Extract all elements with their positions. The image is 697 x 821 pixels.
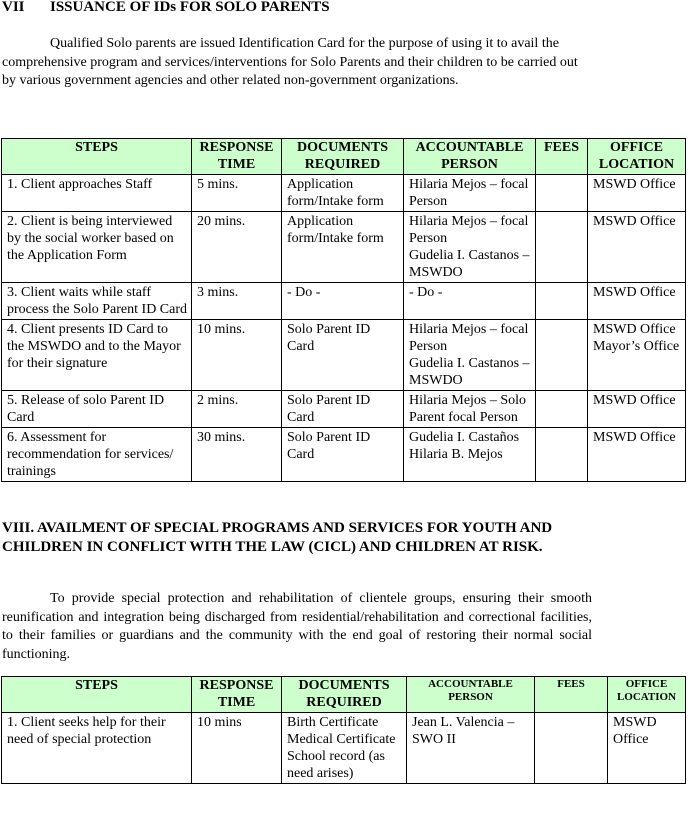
documents-cell xyxy=(282,320,404,391)
accountable-person-cell xyxy=(404,428,536,482)
table-row xyxy=(2,175,686,212)
section-7-title: ISSUANCE OF IDs FOR SOLO PARENTS xyxy=(50,0,330,15)
office-location-line: MSWD Office xyxy=(593,322,676,337)
header-documents-required: DOCUMENTS REQUIRED xyxy=(282,139,404,175)
step-cell: 1. Client approaches Staff xyxy=(2,175,192,212)
documents-line: Solo Parent ID Card xyxy=(287,322,371,354)
section-7-table xyxy=(1,138,686,482)
fees-cell xyxy=(536,212,588,283)
fees-cell xyxy=(536,283,588,320)
office-location-line: MSWD Office xyxy=(593,393,676,408)
table-row xyxy=(2,320,686,391)
header-fees: FEES xyxy=(536,139,588,175)
accountable-person-line: Hilaria Mejos – Solo Parent focal Person xyxy=(409,393,527,425)
response-time-cell: 10 mins xyxy=(192,713,282,784)
step-cell: 3. Client waits while staff process the Solo Parent ID Card xyxy=(2,283,192,320)
response-time-cell: 20 mins. xyxy=(192,212,282,283)
section-7-number: VII xyxy=(2,0,25,15)
documents-line: Medical Certificate xyxy=(287,732,396,747)
office-location-line: MSWD Office xyxy=(593,177,676,192)
header-office-location: OFFICE LOCATION xyxy=(588,139,686,175)
office-location-cell xyxy=(588,320,686,391)
header-documents-required: DOCUMENTS REQUIRED xyxy=(282,677,407,713)
accountable-person-line: Jean L. Valencia – SWO II xyxy=(412,715,515,747)
header-response-time: RESPONSE TIME xyxy=(192,677,282,713)
header-steps: STEPS xyxy=(2,139,192,175)
documents-line: Solo Parent ID Card xyxy=(287,393,371,425)
documents-cell xyxy=(282,713,407,784)
response-time-cell: 5 mins. xyxy=(192,175,282,212)
office-location-line: Mayor’s Office xyxy=(593,339,680,354)
office-location-line: MSWD Office xyxy=(593,214,676,229)
table-header-row xyxy=(2,677,686,713)
fees-cell xyxy=(536,428,588,482)
table-row xyxy=(2,212,686,283)
step-cell: 2. Client is being interviewed by the social worker based on the Application Form xyxy=(2,212,192,283)
accountable-person-line: - Do - xyxy=(409,285,443,300)
office-location-cell xyxy=(588,175,686,212)
section-7-heading xyxy=(2,0,330,16)
accountable-person-cell xyxy=(404,391,536,428)
documents-cell xyxy=(282,391,404,428)
fees-cell xyxy=(536,391,588,428)
fees-cell xyxy=(536,175,588,212)
header-accountable-person: ACCOUNTABLE PERSON xyxy=(404,139,536,175)
office-location-line: MSWD Office xyxy=(613,715,657,747)
office-location-line: MSWD Office xyxy=(593,285,676,300)
accountable-person-line: Gudelia I. Castanos – MSWDO xyxy=(409,356,530,388)
response-time-cell: 10 mins. xyxy=(192,320,282,391)
office-location-cell xyxy=(588,283,686,320)
documents-line: Application form/Intake form xyxy=(287,177,384,209)
section-8-paragraph: To provide special protection and rehabilitation of clientele groups, ensuring their smooth reunification and integration being discharged from residential/rehabilitation and correctional facilities, to their families or guardians and the community with the end goal of restoring their normal social functioning. xyxy=(2,591,592,662)
section-8-table xyxy=(1,676,686,784)
documents-line: - Do - xyxy=(287,285,321,300)
step-cell: 5. Release of solo Parent ID Card xyxy=(2,391,192,428)
accountable-person-line: Hilaria B. Mejos xyxy=(409,447,503,462)
step-cell: 6. Assessment for recommendation for services/ trainings xyxy=(2,428,192,482)
step-cell: 1. Client seeks help for their need of special protection xyxy=(2,713,192,784)
documents-cell xyxy=(282,175,404,212)
accountable-person-line: Hilaria Mejos – focal Person xyxy=(409,214,529,246)
table-row xyxy=(2,391,686,428)
accountable-person-line: Hilaria Mejos – focal Person xyxy=(409,322,529,354)
step-cell: 4. Client presents ID Card to the MSWDO and to the Mayor for their signature xyxy=(2,320,192,391)
section-8-heading: VIII. AVAILMENT OF SPECIAL PROGRAMS AND SERVICES FOR YOUTH AND CHILDREN IN CONFLICT WITH THE LAW (CICL) AND CHILDREN AT RISK. xyxy=(2,520,553,555)
documents-cell xyxy=(282,283,404,320)
header-office-location: OFFICE LOCATION xyxy=(608,677,686,713)
office-location-cell xyxy=(588,391,686,428)
accountable-person-line: Hilaria Mejos – focal Person xyxy=(409,177,529,209)
table-row xyxy=(2,713,686,784)
accountable-person-cell xyxy=(404,283,536,320)
office-location-cell xyxy=(588,428,686,482)
accountable-person-cell xyxy=(404,320,536,391)
documents-cell xyxy=(282,212,404,283)
documents-line: Application form/Intake form xyxy=(287,214,384,246)
table-header-row xyxy=(2,139,686,175)
documents-line: Solo Parent ID Card xyxy=(287,430,371,462)
documents-line: School record (as need arises) xyxy=(287,749,385,781)
documents-cell xyxy=(282,428,404,482)
table-row xyxy=(2,283,686,320)
accountable-person-cell xyxy=(407,713,535,784)
accountable-person-line: Gudelia I. Castaños xyxy=(409,430,520,445)
accountable-person-cell xyxy=(404,175,536,212)
accountable-person-cell xyxy=(404,212,536,283)
header-response-time: RESPONSE TIME xyxy=(192,139,282,175)
response-time-cell: 3 mins. xyxy=(192,283,282,320)
office-location-line: MSWD Office xyxy=(593,430,676,445)
header-steps: STEPS xyxy=(2,677,192,713)
section-7-paragraph: Qualified Solo parents are issued Identification Card for the purpose of using it to avail the comprehensive program and services/interventions for Solo Parents and their children to be carried out by various government agencies and other related non-government organizations. xyxy=(2,36,578,88)
office-location-cell xyxy=(608,713,686,784)
header-accountable-person: ACCOUNTABLE PERSON xyxy=(407,677,535,713)
fees-cell xyxy=(536,320,588,391)
documents-line: Birth Certificate xyxy=(287,715,379,730)
accountable-person-line: Gudelia I. Castanos – MSWDO xyxy=(409,248,530,280)
header-fees: FEES xyxy=(535,677,608,713)
office-location-cell xyxy=(588,212,686,283)
response-time-cell: 2 mins. xyxy=(192,391,282,428)
table-row xyxy=(2,428,686,482)
fees-cell xyxy=(535,713,608,784)
response-time-cell: 30 mins. xyxy=(192,428,282,482)
